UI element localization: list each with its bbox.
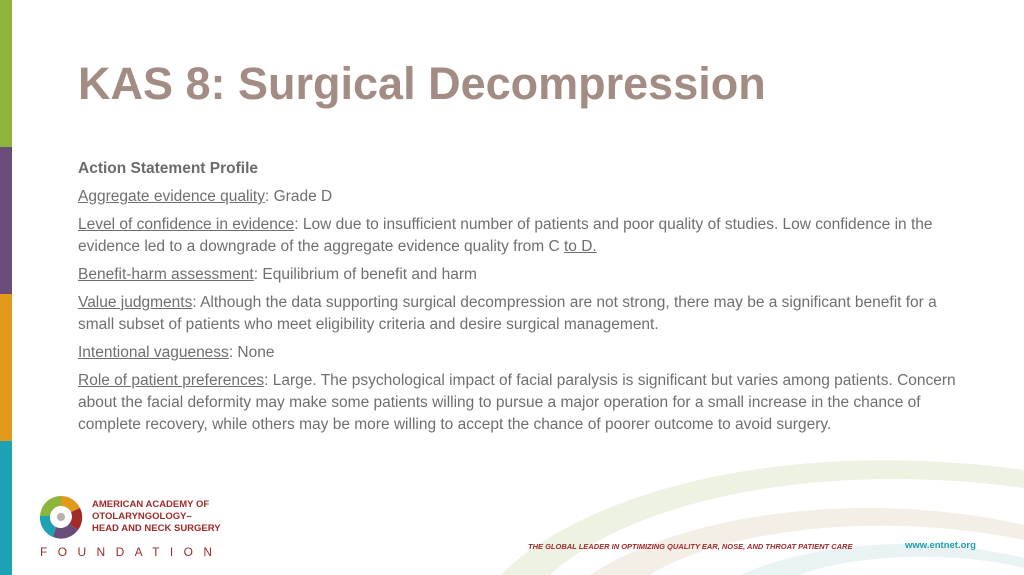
spiral-logo-icon: [38, 494, 84, 540]
side-color-bar: [0, 0, 12, 575]
term-label: Benefit-harm assessment: [78, 266, 254, 283]
profile-item-value-judgments: [78, 292, 958, 336]
action-statement-profile: [78, 158, 958, 442]
swoosh-decoration: [480, 440, 1024, 575]
term-label: Role of patient preferences: [78, 372, 265, 389]
term-label: Intentional vagueness: [78, 344, 229, 361]
side-bar-green: [0, 0, 12, 147]
profile-item-benefit-harm: [78, 264, 958, 286]
org-line: HEAD AND NECK SURGERY: [92, 523, 221, 534]
website-link[interactable]: www.entnet.org: [905, 540, 976, 551]
org-line: AMERICAN ACADEMY OF: [92, 499, 210, 510]
profile-item-vagueness: [78, 342, 958, 364]
side-bar-purple: [0, 147, 12, 294]
term-text: : Equilibrium of benefit and harm: [253, 266, 477, 283]
profile-item-confidence: [78, 214, 958, 258]
footer-tagline: THE GLOBAL LEADER IN OPTIMIZING QUALITY EAR, NOSE, AND THROAT PATIENT CARE: [528, 542, 853, 551]
term-text: : Large. The psychological impact of facial paralysis is significant but varies among patients. Concern about the facial deformity may make some patients willing to pursue a major operation for a small increase in the chance of complete recovery, while others may be more willing to accept the chance of poorer outcome to avoid surgery.: [78, 372, 956, 433]
foundation-label: FOUNDATION: [40, 545, 223, 559]
profile-heading: Action Statement Profile: [78, 160, 258, 177]
term-text: : Grade D: [265, 188, 333, 205]
term-label: Value judgments: [78, 294, 193, 311]
term-label: Level of confidence in evidence: [78, 216, 295, 233]
org-name: [92, 499, 252, 535]
slide-title: KAS 8: Surgical Decompression: [78, 58, 766, 109]
side-bar-teal: [0, 441, 12, 575]
profile-item-evidence-quality: [78, 186, 958, 208]
org-line: OTOLARYNGOLOGY–: [92, 511, 192, 522]
term-text: : Although the data supporting surgical decompression are not strong, there may be a significant benefit for a small subset of patients who meet eligibility criteria and desire surgical management.: [78, 294, 937, 333]
grade-link[interactable]: to D.: [563, 238, 597, 255]
term-label: Aggregate evidence quality: [78, 188, 265, 205]
profile-item-patient-preferences: [78, 370, 958, 436]
side-bar-orange: [0, 294, 12, 441]
term-text: : None: [228, 344, 275, 361]
term-text: : Low due to insufficient number of patients and poor quality of studies. Low confidence in the evidence led to a downgrade of the aggregate evidence quality from C: [78, 216, 933, 255]
